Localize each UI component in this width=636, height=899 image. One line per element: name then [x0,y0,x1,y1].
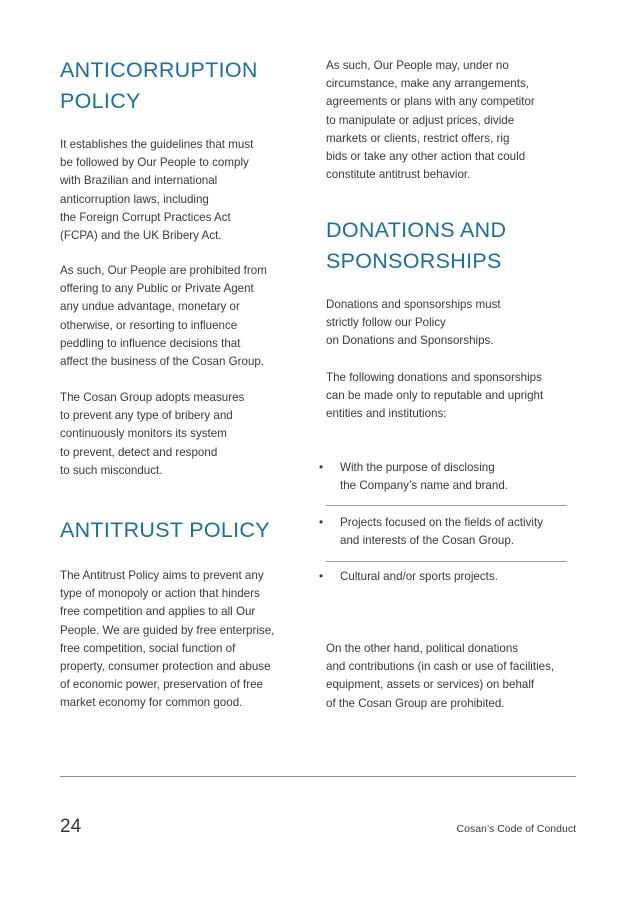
donations-paragraph-2: The following donations and sponsorships can be made only to reputable and upright entities and institutions: [326,371,544,421]
anticorruption-paragraph-1: It establishes the guidelines that must be followed by Our People to comply with Brazilian and international anticorruption laws, including the Foreign Corrupt Practices Act (FCPA) and the UK Bribery Act. [60,138,254,243]
donations-paragraph-3: On the other hand, political donations and contributions (in cash or use of facilities, equipment, assets or services) on behalf of the Cosan Group are prohibited. [326,642,555,710]
antitrust-heading: ANTITRUST POLICY [60,518,270,542]
anticorruption-paragraph-3: The Cosan Group adopts measures to prevent any type of bribery and continuously monitors its system to prevent, detect and respond to such misconduct. [60,391,245,477]
bullet-divider [326,505,566,506]
footer-divider [60,776,576,777]
page-number: 24 [60,816,82,837]
bullet-divider [326,561,566,562]
bullet-text: Projects focused on the fields of activity and interests of the Cosan Group. [340,516,543,548]
bullet-text: With the purpose of disclosing the Company’s name and brand. [340,461,509,493]
antitrust-continuation-paragraph: As such, Our People may, under no circumstance, make any arrangements, agreements or plans with any competitor to manipulate or adjust prices, divide markets or clients, restrict offers, rig bids or take any other action that could constitute antitrust behavior. [326,59,535,182]
anticorruption-heading: ANTICORRUPTION POLICY [60,58,258,113]
bullet-dot-icon: • [319,570,324,583]
donations-bullet-list [319,459,576,589]
bullet-text: Cultural and/or sports projects. [340,570,498,583]
anticorruption-paragraph-2: As such, Our People are prohibited from offering to any Public or Private Agent any undue advantage, monetary or otherwise, or resorting to influence peddling to influence decisions that affect the business of the Cosan Group. [60,264,267,369]
donations-heading: DONATIONS AND SPONSORSHIPS [326,218,507,273]
bullet-dot-icon: • [319,516,324,529]
antitrust-paragraph-1: The Antitrust Policy aims to prevent any type of monopoly or action that hinders free competition and applies to all Our People. We are guided by free enterprise, free competition, social function of property, consumer protection and abuse of economic power, preservation of free market economy for common good. [60,569,275,710]
bullet-dot-icon: • [319,461,324,474]
document-title: Cosan’s Code of Conduct [456,823,576,835]
donations-paragraph-1: Donations and sponsorships must strictly follow our Policy on Donations and Sponsorships. [326,298,501,348]
